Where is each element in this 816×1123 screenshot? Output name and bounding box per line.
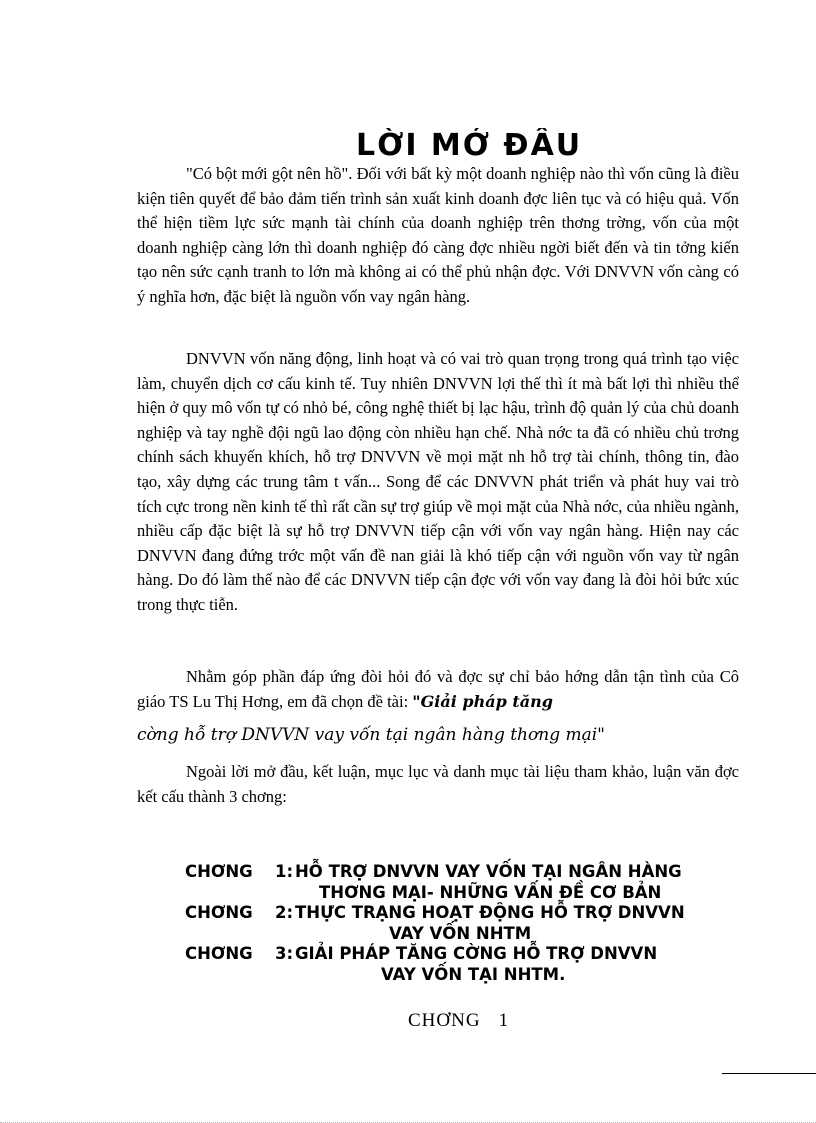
chapter-title-continued: VAY VỐN TẠI NHTM. bbox=[381, 964, 566, 984]
footnote-rule bbox=[722, 1073, 816, 1074]
next-chapter-label: CHƠNG bbox=[408, 1010, 481, 1031]
chapter-number: 2: bbox=[275, 903, 294, 922]
chapter-number: 1: bbox=[275, 862, 294, 881]
chapter-label: CHƠNG bbox=[185, 862, 253, 881]
chapter-title: HỖ TRỢ DNVVN VAY VỐN TẠI NGÂN HÀNG bbox=[295, 862, 682, 881]
chapter-title-continued: VAY VỐN NHTM bbox=[389, 923, 532, 943]
paragraph-topic-text: Nhằm góp phần đáp ứng đòi hỏi đó và đợc sự chỉ bảo hớng dẫn tận tình của Cô giáo TS Lu Thị Hơng, em đã chọn đề tài: bbox=[137, 667, 739, 711]
paragraph-structure: Ngoài lời mở đầu, kết luận, mục lục và danh mục tài liệu tham khảo, luận văn đợc kết cấu thành 3 chơng: bbox=[137, 762, 739, 806]
chapter-title: GIẢI PHÁP TĂNG CỜNG HỖ TRỢ DNVVN bbox=[295, 944, 658, 963]
next-chapter-heading bbox=[408, 1010, 509, 1032]
paragraph-intro: "Có bột mới gột nên hồ". Đối với bất kỳ một doanh nghiệp nào thì vốn cũng là điều kiện tiên quyết để bảo đảm tiến trình sản xuất kinh doanh đợc liên tục và có hiệu quả. Vốn thể hiện tiềm lực sức mạnh tài chính của doanh nghiệp trên thơng trờng, vốn của một doanh nghiệp càng lớn thì doanh nghiệp đó càng đợc nhiều ngời biết đến và tin tởng kiến tạo nên sức cạnh tranh to lớn mà không ai có thể phủ nhận đợc. Với DNVVN vốn càng có ý nghĩa hơn, đặc biệt là nguồn vốn vay ngân hàng. bbox=[137, 164, 739, 306]
next-chapter-number: 1 bbox=[498, 1010, 510, 1031]
chapter-item bbox=[185, 862, 745, 883]
chapter-item bbox=[185, 903, 745, 924]
chapter-item bbox=[185, 944, 745, 965]
chapter-label: CHƠNG bbox=[185, 944, 253, 963]
chapter-number: 3: bbox=[275, 944, 294, 963]
paragraph-dnvvn: DNVVN vốn năng động, linh hoạt và có vai trò quan trọng trong quá trình tạo việc làm, chuyển dịch cơ cấu kinh tế. Tuy nhiên DNVVN lợi thế thì ít mà bất lợi thì nhiều thể hiện ở quy mô vốn tự có nhỏ bé, công nghệ thiết bị lạc hậu, trình độ quản lý của chủ doanh nghiệp và tay nghề đội ngũ lao động còn nhiều hạn chế. Nhà nớc ta đã có nhiều chủ trơng chính sách khuyến khích, hỗ trợ DNVVN về mọi mặt nh hỗ trợ tài chính, thông tin, đào tạo, xây dựng các trung tâm t vấn... Song để các DNVVN phát triển và phát huy vai trò tích cực trong nền kinh tế thì rất cần sự trợ giúp về mọi mặt của Nhà nớc, của nhiều ngành, nhiều cấp đặc biệt là sự hỗ trợ DNVVN tiếp cận với vốn vay ngân hàng. Hiện nay các DNVVN đang đứng trớc một vấn đề nan giải là khó tiếp cận với nguồn vốn vay từ ngân hàng. Do đó làm thế nào để các DNVVN tiếp cận đợc với vốn vay đang là đòi hỏi bức xúc trong thực tiễn. bbox=[137, 349, 739, 614]
chapter-list bbox=[185, 862, 745, 985]
chapter-label: CHƠNG bbox=[185, 903, 253, 922]
paragraph-topic bbox=[137, 665, 739, 714]
chapter-title: THỰC TRẠNG HOẠT ĐỘNG HỖ TRỢ DNVVN bbox=[295, 903, 685, 922]
chapter-title-continued: THƠNG MẠI- NHỮNG VẤN ĐỀ CƠ BẢN bbox=[319, 882, 662, 902]
page-title: LỜI MỞ ĐẦU bbox=[356, 128, 583, 163]
topic-title-start: "Giải pháp tăng bbox=[412, 691, 553, 711]
topic-title-continued: cờng hỗ trợ DNVVN vay vốn tại ngân hàng thơng mại" bbox=[137, 725, 605, 745]
